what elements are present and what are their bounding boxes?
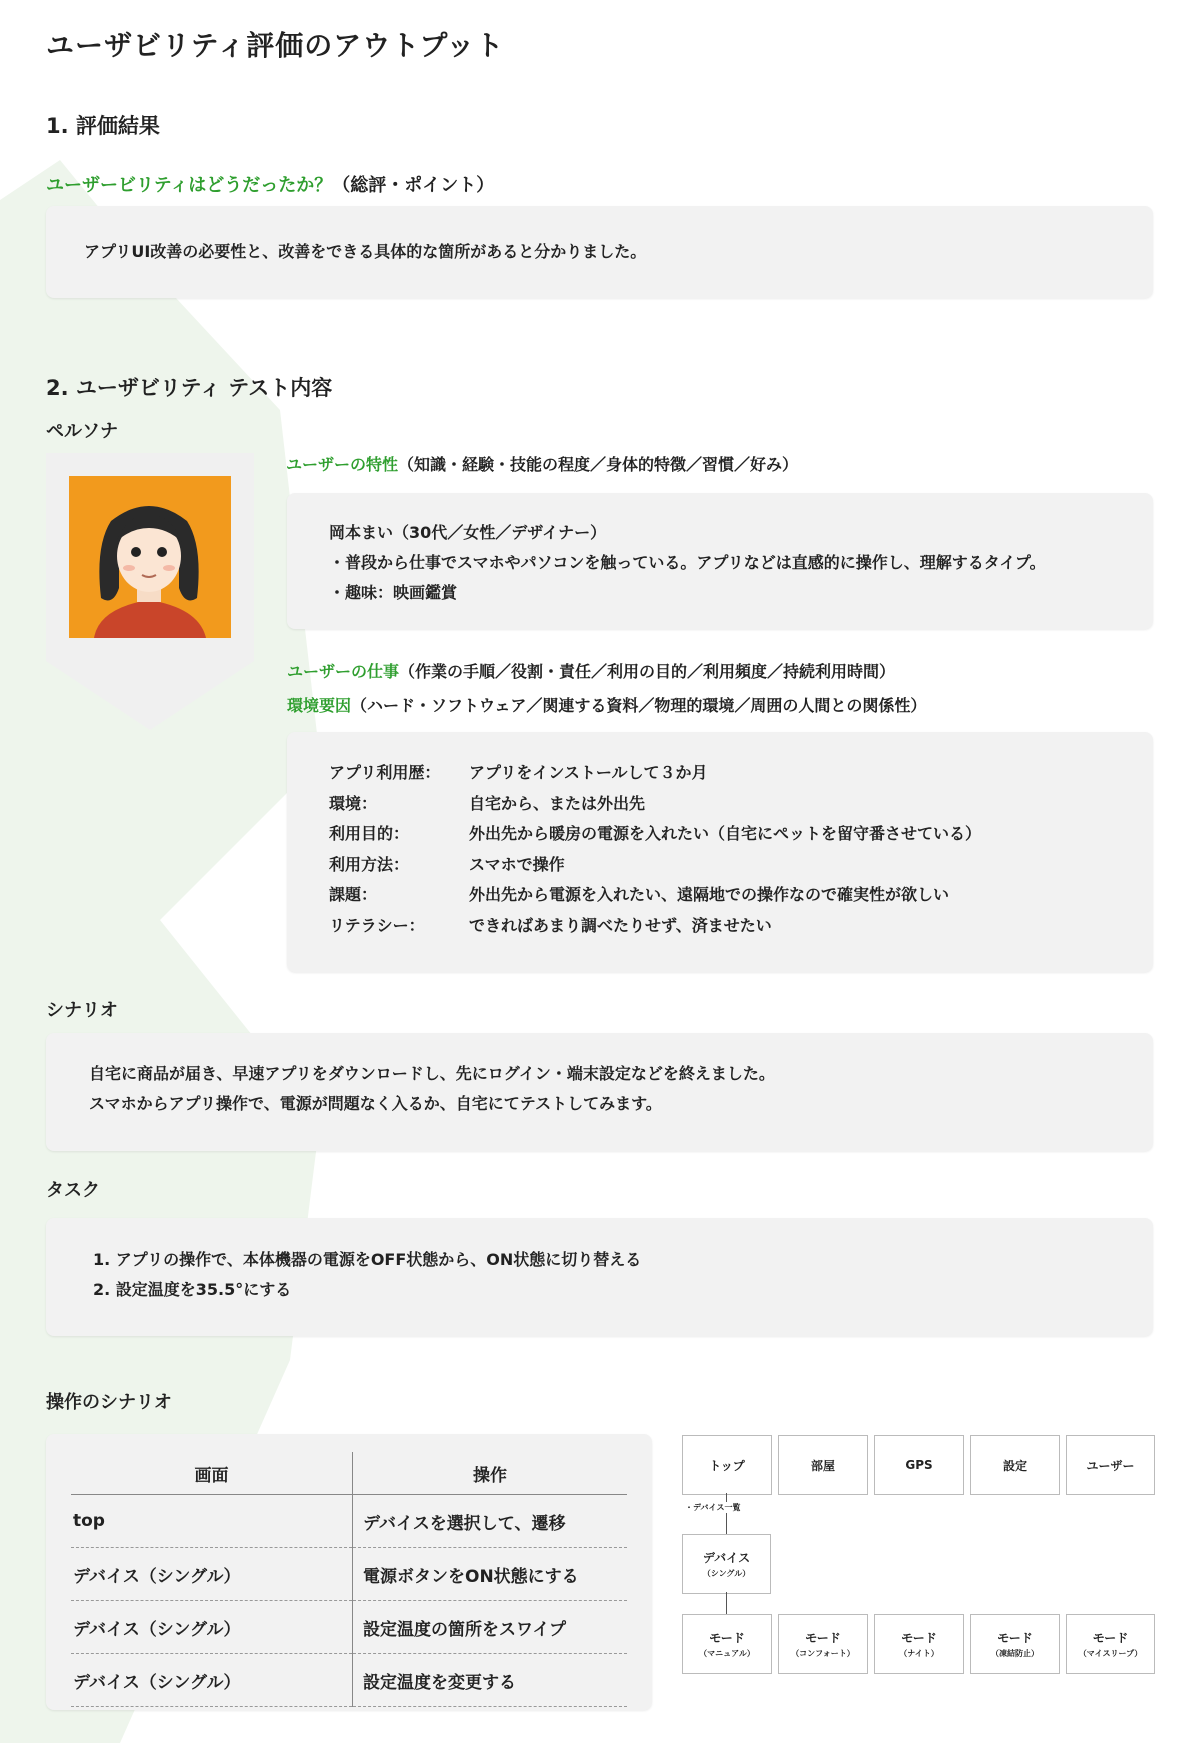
environment-list (329, 758, 981, 941)
evaluation-question (46, 171, 494, 197)
summary-box (46, 206, 1153, 298)
environment-green: 環境要因 (287, 696, 352, 715)
flow-connector (726, 1592, 727, 1614)
persona-line: ・普段から仕事でスマホやパソコンを触っている。アプリなどは直感的に操作し、理解するタイプ。 (329, 553, 1046, 572)
env-value: 外出先から電源を入れたい、遠隔地での操作なので確実性が欲しい (469, 885, 950, 904)
column-header-screen: 画面 (71, 1452, 353, 1495)
env-value: スマホで操作 (469, 854, 565, 874)
flow-mode-sub: （マニュアル） (699, 1649, 755, 1658)
table-row (71, 1601, 627, 1654)
env-row (329, 758, 981, 789)
user-traits-green: ユーザーの特性 (286, 455, 399, 474)
env-row (329, 850, 981, 881)
scenario-line: 自宅に商品が届き、早速アプリをダウンロードし、先にログイン・端末設定などを終えました。 (89, 1064, 775, 1083)
screen-cell: デバイス（シングル） (71, 1548, 353, 1601)
operation-cell: 設定温度の箇所をスワイプ (353, 1601, 628, 1654)
screen-cell: デバイス（シングル） (71, 1654, 353, 1707)
environment-rest: （ハード・ソフトウェア／関連する資料／物理的環境／周囲の人間との関係性） (351, 696, 927, 715)
table-row (71, 1495, 627, 1548)
user-traits-rest: （知識・経験・技能の程度／身体的特徴／習慣／好み） (398, 455, 799, 474)
flow-tab-label: 部屋 (810, 1458, 835, 1473)
flow-device-single (682, 1534, 771, 1594)
operation-table (71, 1452, 627, 1707)
env-row (329, 819, 981, 850)
section2-heading: 2. ユーザビリティ テスト内容 (46, 376, 333, 400)
persona-text (329, 518, 1046, 608)
summary-text: アプリUI改善の必要性と、改善をできる具体的な箇所があると分かりました。 (84, 242, 647, 261)
persona-line: 岡本まい（30代／女性／デザイナー） (329, 523, 607, 542)
env-value: 自宅から、または外出先 (469, 793, 646, 813)
operation-scenario-label: 操作のシナリオ (46, 1392, 172, 1413)
flow-link-label: ・デバイス一覧 (685, 1503, 741, 1512)
scenario-line: スマホからアプリ操作で、電源が問題なく入るか、自宅にてテストしてみます。 (89, 1094, 662, 1113)
column-header-operation: 操作 (353, 1452, 628, 1495)
flow-mode-main: モード (997, 1631, 1033, 1645)
user-work-label (287, 659, 895, 682)
persona-label: ペルソナ (46, 421, 118, 442)
flow-mode-main: モード (805, 1631, 841, 1645)
flow-mode-main: モード (901, 1631, 937, 1645)
flow-mode-sub: （ナイト） (899, 1649, 939, 1658)
table-row (71, 1548, 627, 1601)
task-list (93, 1245, 641, 1305)
evaluation-question-rest: （総評・ポイント） (332, 175, 495, 196)
task-box (46, 1218, 1153, 1336)
flow-tab-user (1066, 1435, 1155, 1495)
flow-tab-top (682, 1435, 772, 1495)
env-key: リテラシー： (329, 915, 425, 935)
flow-mode-main: モード (709, 1631, 745, 1645)
environment-label (287, 693, 926, 716)
page-title: ユーザビリティ評価のアウトプット (46, 29, 505, 62)
persona-avatar (69, 476, 231, 638)
flow-tab-gps (874, 1435, 964, 1495)
environment-box (287, 732, 1153, 972)
env-key: 環境： (329, 793, 378, 813)
env-value: できればあまり調べたりせず、済ませたい (469, 915, 772, 935)
flow-mode-main: モード (1092, 1631, 1129, 1645)
flow-tab-room (778, 1435, 868, 1495)
flow-tab-label: GPS (905, 1458, 933, 1472)
env-key: 課題： (329, 885, 378, 904)
user-traits-label (286, 452, 798, 475)
flow-mode-antifreeze (970, 1614, 1060, 1674)
env-row (329, 911, 981, 942)
env-value: アプリをインストールして３か月 (469, 763, 708, 782)
env-key: 利用方法： (329, 854, 410, 874)
flow-connector (726, 1493, 727, 1534)
operation-cell: 電源ボタンをON状態にする (353, 1548, 628, 1601)
user-work-green: ユーザーの仕事 (287, 662, 400, 681)
flow-tab-settings (970, 1435, 1060, 1495)
operation-table-box (46, 1434, 652, 1710)
table-header-row (71, 1452, 627, 1495)
scenario-text (89, 1059, 775, 1119)
persona-line: ・趣味：映画鑑賞 (329, 583, 458, 602)
operation-cell: デバイスを選択して、遷移 (353, 1495, 628, 1548)
table-row (71, 1654, 627, 1707)
evaluation-question-green: ユーザービリティはどうだったか？ (46, 175, 333, 196)
env-value: 外出先から暖房の電源を入れたい（自宅にペットを留守番させている） (469, 824, 982, 843)
persona-box (287, 493, 1153, 629)
flow-mode-manual (682, 1614, 772, 1674)
flow-mode-night (874, 1614, 964, 1674)
flow-mode-sub: （凍結防止） (991, 1649, 1039, 1658)
screen-cell: デバイス（シングル） (71, 1601, 353, 1654)
flow-mode-mysleep (1066, 1614, 1155, 1674)
flow-tab-label: ユーザー (1086, 1458, 1135, 1473)
flow-mode-sub: （マイスリープ） (1078, 1649, 1143, 1658)
operation-cell: 設定温度を変更する (353, 1654, 628, 1707)
scenario-label: シナリオ (46, 1000, 118, 1021)
flow-tab-label: トップ (709, 1458, 745, 1473)
env-key: アプリ利用歴： (329, 763, 441, 782)
screen-cell: top (71, 1495, 353, 1548)
env-row (329, 880, 981, 911)
env-key: 利用目的： (329, 824, 410, 843)
env-row (329, 789, 981, 820)
flow-device-sub: （シングル） (702, 1569, 751, 1578)
scenario-box (46, 1033, 1153, 1151)
user-work-rest: （作業の手順／役割・責任／利用の目的／利用頻度／持続利用時間） (399, 662, 896, 681)
task-item: 2. 設定温度を35.5°にする (93, 1280, 292, 1299)
flow-tab-label: 設定 (1002, 1458, 1027, 1473)
flow-device-main: デバイス (702, 1551, 751, 1565)
task-label: タスク (46, 1180, 100, 1201)
flow-mode-sub: （コンフォート） (791, 1649, 855, 1658)
task-item: 1. アプリの操作で、本体機器の電源をOFF状態から、ON状態に切り替える (93, 1250, 642, 1269)
section1-heading: 1. 評価結果 (46, 114, 160, 138)
flow-mode-comfort (778, 1614, 868, 1674)
